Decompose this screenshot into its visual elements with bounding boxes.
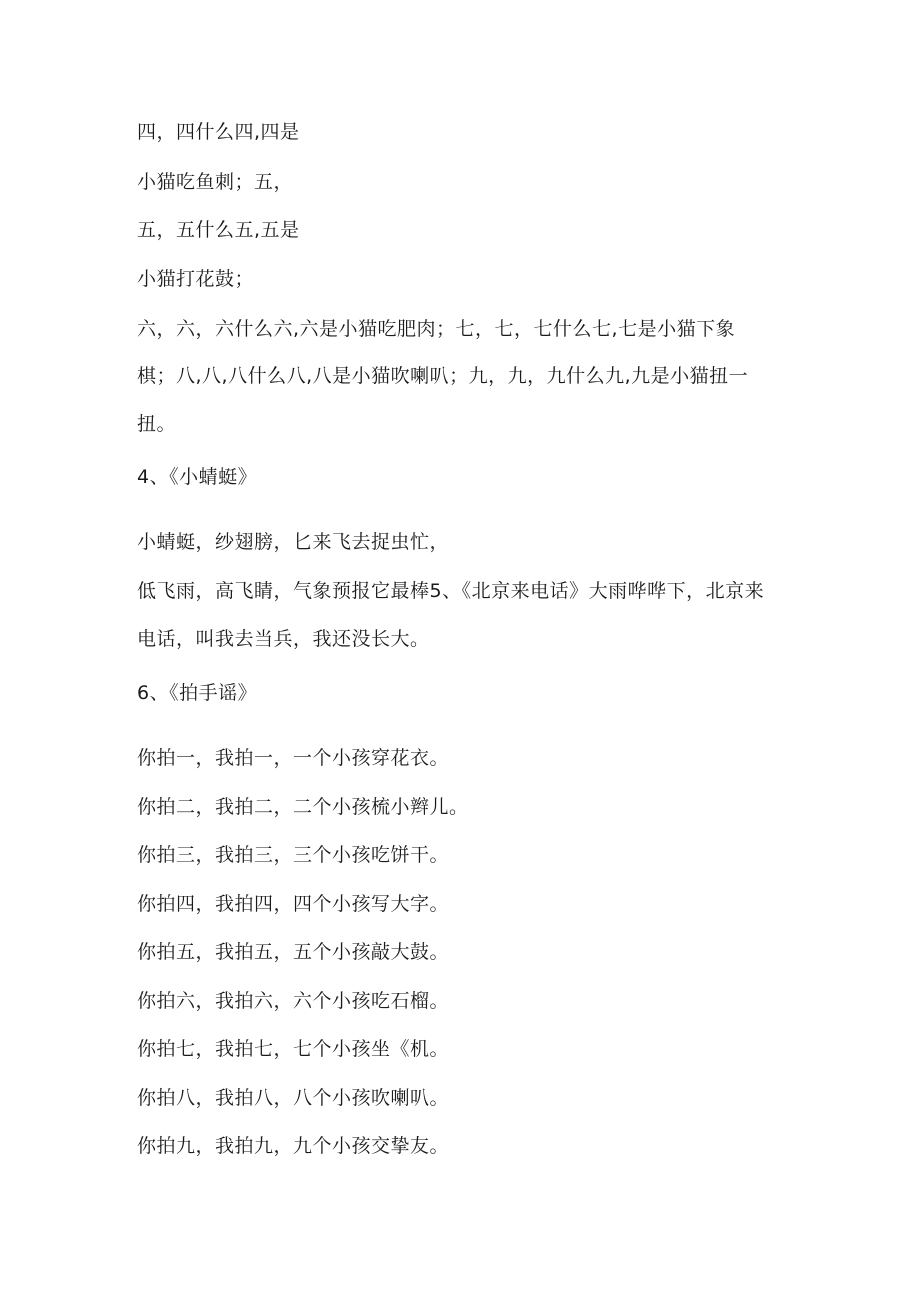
text-line: 小蜻蜓，纱翅膀，匕来飞去捉虫忙，: [137, 531, 450, 553]
text-line: 棋；八,八,八什么八,八是小猫吹喇叭；九，九，九什么九,九是小猫扭一: [137, 365, 749, 387]
text-line: 你拍一，我拍一，一个小孩穿花衣。: [137, 747, 450, 769]
text-line: 你拍八，我拍八，八个小孩吹喇叭。: [137, 1087, 450, 1109]
text-line: 你拍七，我拍七，七个小孩坐《机。: [137, 1038, 450, 1060]
text-line: 你拍四，我拍四，四个小孩写大字。: [137, 893, 450, 915]
text-line: 你拍六，我拍六，六个小孩吃石榴。: [137, 990, 450, 1012]
text-line: 电话，叫我去当兵，我还没长大。: [137, 628, 430, 650]
text-line: 五，五什么五,五是: [137, 219, 300, 241]
text-line: 你拍二，我拍二，二个小孩梳小辫儿。: [137, 796, 469, 818]
section-heading: 6、《拍手谣》: [137, 682, 258, 704]
text-line: 六，六，六什么六,六是小猫吃肥肉；七，七，七什么七,七是小猫下象: [137, 318, 736, 340]
text-line: 你拍三，我拍三，三个小孩吃饼干。: [137, 844, 450, 866]
text-line: 小猫吃鱼刺；五，: [137, 171, 294, 193]
text-line: 低飞雨，高飞睛，气象预报它最棒5、《北京来电话》大雨哗哗下，北京来: [137, 580, 765, 602]
text-line: 小猫打花鼓；: [137, 268, 255, 290]
text-line: 扭。: [137, 413, 177, 435]
section-heading: 4、《小蜻蜓》: [137, 466, 258, 488]
text-line: 四，四什么四,四是: [137, 121, 300, 143]
text-line: 你拍九，我拍九，九个小孩交挚友。: [137, 1135, 450, 1157]
text-line: 你拍五，我拍五，五个小孩敲大鼓。: [137, 941, 450, 963]
